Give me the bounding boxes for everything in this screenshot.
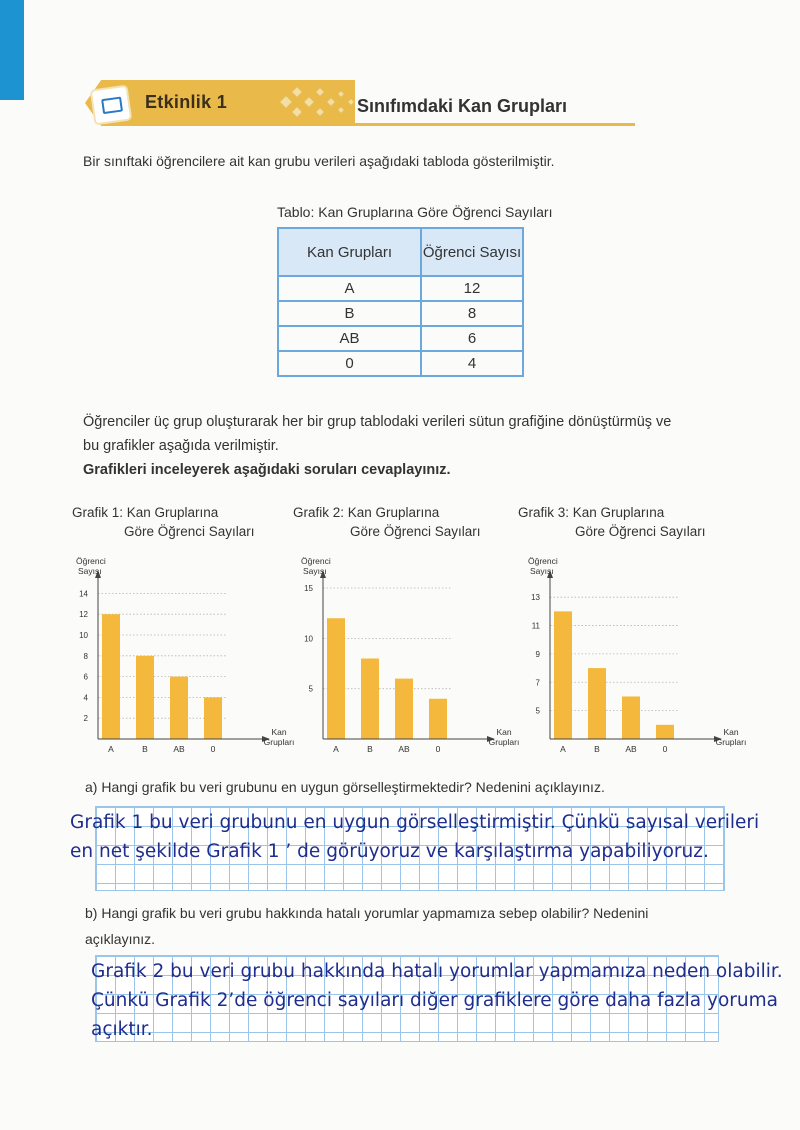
y-axis-label: Öğrenci [301,556,331,566]
answer-a [70,808,759,866]
decorative-diamonds [270,82,360,122]
blood-group-table [277,227,524,377]
x-tick-label: 0 [210,744,216,754]
y-tick-label: 6 [83,672,88,682]
table-header-cell: Öğrenci Sayısı [421,228,523,276]
answer-line: açıktır. [91,1019,153,1040]
table-cell: 6 [421,326,523,351]
table-header-cell: Kan Grupları [278,228,421,276]
activity-number: Etkinlik 1 [145,92,228,112]
bar [102,614,120,739]
y-tick-label: 5 [308,684,313,694]
table-cell: 8 [421,301,523,326]
table-cell: AB [278,326,421,351]
chart-3 [512,553,747,758]
answer-line: Çünkü Grafik 2’de öğrenci sayıları diğer grafiklere göre daha fazla yoruma [91,990,778,1011]
bar [656,725,674,739]
page-edge-tab [0,0,24,100]
y-tick-label: 13 [531,593,540,603]
instructions [83,410,763,482]
question-line: açıklayınız. [85,931,156,947]
y-axis-label: Sayısı [303,566,327,576]
activity-header [85,80,645,128]
instructions-line: bu grafikler aşağıda verilmiştir. [83,438,279,454]
activity-title: Sınıfımdaki Kan Grupları [357,96,568,116]
bar [327,618,345,739]
table-cell: 12 [421,276,523,301]
bar [170,677,188,739]
header-underline [355,123,635,126]
bar [622,696,640,739]
table-cell: A [278,276,421,301]
y-axis-label: Sayısı [530,566,554,576]
y-axis-label: Öğrenci [528,556,558,566]
question-b [85,900,648,952]
x-tick-label: B [142,744,148,754]
y-axis-label: Sayısı [78,566,102,576]
table-row [278,301,523,326]
x-tick-label: A [333,744,339,754]
bar [554,611,572,739]
answer-line: en net şekilde Grafik 1 ’ de görüyoruz ve karşılaştırma yapabiliyoruz. [70,841,709,862]
bar [136,656,154,739]
chart-2-title [293,505,481,539]
x-axis-label: Grupları [715,737,747,747]
y-tick-label: 10 [304,634,313,644]
chart-title-line: Grafik 3: Kan Gruplarına [518,505,665,520]
x-tick-label: B [594,744,600,754]
x-axis-label: Kan [723,727,739,737]
table-row [278,351,523,376]
x-tick-label: 0 [662,744,668,754]
chart-title-line: Göre Öğrenci Sayıları [124,524,255,539]
y-tick-label: 7 [535,678,540,688]
table-header-row [278,228,523,276]
answer-b [91,957,783,1044]
bar [588,668,606,739]
chart-3-title [518,505,706,539]
y-tick-label: 10 [79,631,88,640]
table-row [278,276,523,301]
bar [429,699,447,739]
chart-title-line: Göre Öğrenci Sayıları [350,524,481,539]
question-a: a) Hangi grafik bu veri grubunu en uygun görselleştirmektedir? Nedenini açıklayınız. [85,779,605,795]
y-tick-label: 2 [83,714,88,724]
table-row [278,326,523,351]
table-cell: B [278,301,421,326]
y-tick-label: 15 [304,584,313,594]
chart-title-line: Göre Öğrenci Sayıları [575,524,706,539]
x-tick-label: AB [398,744,410,754]
chart-title-line: Grafik 1: Kan Gruplarına [72,505,219,520]
chart-title-line: Grafik 2: Kan Gruplarına [293,505,440,520]
table-caption: Tablo: Kan Gruplarına Göre Öğrenci Sayıları [277,204,553,220]
instructions-bold-line: Grafikleri inceleyerek aşağıdaki soruları cevaplayınız. [83,462,451,478]
bar [361,658,379,739]
chart-1-title [72,505,255,539]
x-axis-label: Kan [496,727,512,737]
y-tick-label: 8 [83,651,88,661]
activity-icon [90,85,133,126]
x-tick-label: A [108,744,114,754]
question-line: b) Hangi grafik bu veri grubu hakkında hatalı yorumlar yapmamıza sebep olabilir? Nedenini [85,905,649,921]
intro-text: Bir sınıftaki öğrencilere ait kan grubu verileri aşağıdaki tabloda gösterilmiştir. [83,153,555,169]
answer-line: Grafik 1 bu veri grubunu en uygun görselleştirmiştir. Çünkü sayısal verileri [70,812,760,833]
x-tick-label: AB [173,744,185,754]
chart-1 [60,553,295,758]
table-cell: 4 [421,351,523,376]
x-tick-label: AB [625,744,637,754]
y-tick-label: 11 [531,621,540,631]
y-tick-label: 4 [83,693,88,703]
x-axis-label: Grupları [488,737,520,747]
x-tick-label: B [367,744,373,754]
y-axis-label: Öğrenci [76,556,106,566]
y-tick-label: 9 [535,649,540,659]
x-tick-label: 0 [435,744,441,754]
table-cell: 0 [278,351,421,376]
chart-2 [285,553,520,758]
bar [395,679,413,739]
y-tick-label: 14 [79,589,88,599]
x-axis-label: Grupları [263,737,295,747]
x-axis-label: Kan [271,727,287,737]
y-tick-label: 12 [79,610,88,620]
x-tick-label: A [560,744,566,754]
answer-line: Grafik 2 bu veri grubu hakkında hatalı yorumlar yapmamıza neden olabilir. [91,961,783,982]
instructions-line: Öğrenciler üç grup oluşturarak her bir grup tablodaki verileri sütun grafiğine dönüştürmüş ve [83,414,672,430]
y-tick-label: 5 [535,706,540,716]
bar [204,697,222,739]
